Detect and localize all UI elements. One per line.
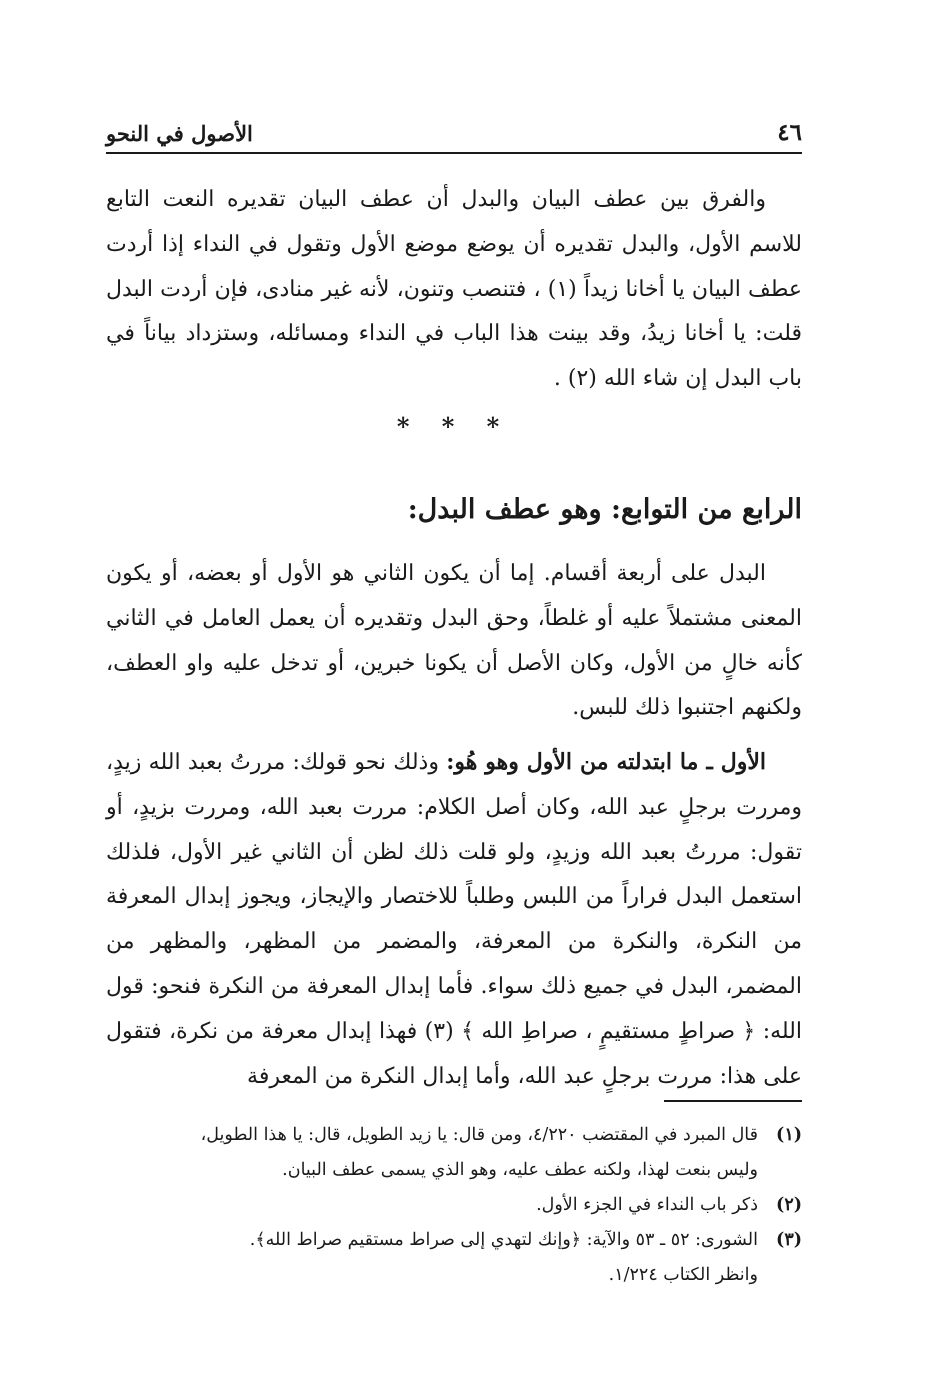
body-paragraph-1 xyxy=(106,178,802,402)
footnote-marker: (٢) xyxy=(776,1195,802,1215)
body-paragraph-2 xyxy=(106,552,802,731)
footnote-line: الشورى: ٥٢ ـ ٥٣ والآية: ﴿وإنك لتهدي إلى صراط مستقيم صراط الله﴾. xyxy=(249,1230,758,1250)
footnote-marker: (٣) xyxy=(776,1230,802,1250)
footnote-2 xyxy=(106,1188,802,1223)
body-paragraph-3 xyxy=(106,740,802,1099)
footnote-marker: (١) xyxy=(776,1125,802,1145)
footnote-line: ذكر باب النداء في الجزء الأول. xyxy=(536,1195,758,1215)
footnote-3 xyxy=(106,1223,802,1293)
section-separator: * * * xyxy=(396,412,512,441)
page-number: ٤٦ xyxy=(777,119,802,146)
section-heading: الرابع من التوابع: وهو عطف البدل: xyxy=(407,494,802,525)
footnote-text xyxy=(106,1118,758,1188)
running-title: الأصول في النحو xyxy=(106,121,253,146)
footnote-line: وليس بنعت لهذا، ولكنه عطف عليه، وهو الذي يسمى عطف البيان. xyxy=(282,1160,758,1180)
footnote-line: وانظر الكتاب ١/٢٢٤. xyxy=(608,1265,758,1285)
footnotes xyxy=(106,1118,802,1293)
paragraph-lead: الأول ـ ما ابتدلته من الأول وهو هُو: xyxy=(446,749,766,775)
footnote-text xyxy=(106,1223,758,1293)
paragraph-text: والفرق بين عطف البيان والبدل أن عطف البيان تقديره النعت التابع للاسم الأول، والبدل تقديره أن يوضع موضع الأول وتقول في النداء إذا أردت عطف البيان يا أخانا زيداً (١) ، فتنصب وتنون، لأنه غير منادى، فإن أردت البدل قلت: يا أخانا زيدُ، وقد بينت هذا الباب في النداء ومسائله، وستزداد بياناً في باب البدل إن شاء الله (٢) . xyxy=(106,187,803,392)
paragraph-text xyxy=(106,740,802,1099)
footnote-rule xyxy=(664,1100,802,1102)
page-header xyxy=(106,110,802,154)
paragraph-text: البدل على أربعة أقسام. إما أن يكون الثاني هو الأول أو بعضه، أو يكون المعنى مشتملاً عليه أو غلطاً، وحق البدل وتقديره أن يعمل العامل في الثاني كأنه خالٍ من الأول، وكان الأصل أن يكونا خبرين، أو تدخل عليه واو العطف، ولكنهم اجتنبوا ذلك للبس. xyxy=(106,561,802,721)
footnote-line: قال المبرد في المقتضب ٤/٢٢٠، ومن قال: يا زيد الطويل، قال: يا هذا الطويل، xyxy=(200,1125,758,1145)
footnote-1 xyxy=(106,1118,802,1188)
footnote-text xyxy=(106,1188,758,1223)
paragraph-body: وذلك نحو قولك: مررتُ بعبد الله زيدٍ، ومررت برجلٍ عبد الله، وكان أصل الكلام: مررت بعبد الله، ومررت بزيدٍ، أو تقول: مررتُ بعبد الله وزيدٍ، ولو قلت ذلك لظن أن الثاني غير الأول، فلذلك استعمل البدل فراراً من اللبس وطلباً للاختصار والإيجاز، ويجوز إبدال المعرفة من النكرة، والنكرة من المعرفة، والمضمر من المظهر، والمظهر من المضمر، البدل في جميع ذلك سواء. فأما إبدال المعرفة من النكرة فنحو: قول الله: ﴿ صراطٍ مستقيمٍ ، صراطِ الله ﴾ (٣) فهذا إبدال معرفة من نكرة، فتقول على هذا: مررت برجلٍ عبد الله، وأما إبدال النكرة من المعرفة xyxy=(106,750,803,1089)
